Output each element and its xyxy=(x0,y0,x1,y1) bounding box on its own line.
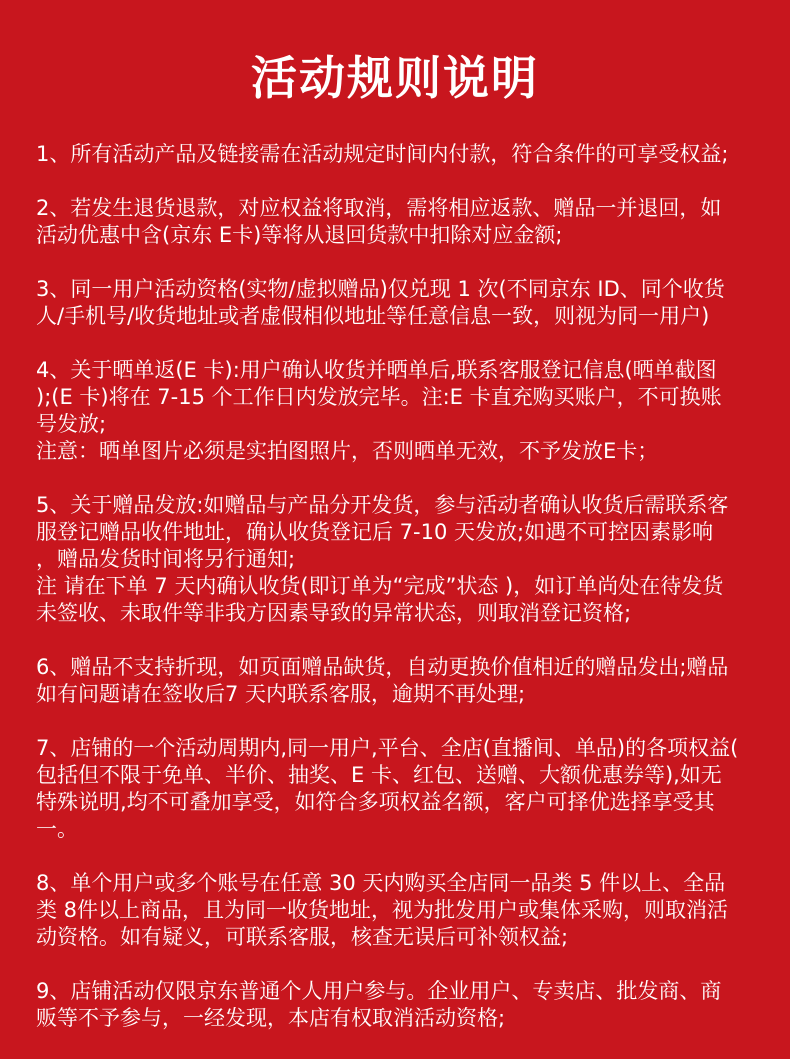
rule-line: 活动优惠中含(京东 E卡)等将从退回货款中扣除对应金额; xyxy=(36,223,563,247)
rule-line: 特殊说明,均不可叠加享受，如符合多项权益名额，客户可择优选择享受其 xyxy=(36,790,715,814)
rule-line: 2、若发生退货退款，对应权益将取消，需将相应返款、赠品一并退回，如 xyxy=(36,196,722,220)
rule-line: 未签收、未取件等非我方因素导致的异常状态，则取消登记资格; xyxy=(36,601,632,625)
rule-line: 注 请在下单 7 天内确认收货(即订单为“完成”状态 )，如订单尚处在待发货 xyxy=(36,574,724,598)
rule-line: 8、单个用户或多个账号在任意 30 天内购买全店同一品类 5 件以上、全品 xyxy=(36,871,726,895)
rule-item-2 xyxy=(36,195,766,249)
rule-line: 服登记赠品收件地址，确认收货登记后 7-10 天发放;如遇不可控因素影响 xyxy=(36,520,714,544)
rule-line: 9、店铺活动仅限京东普通个人用户参与。企业用户、专卖店、批发商、商 xyxy=(36,979,722,1003)
rule-item-1 xyxy=(36,141,766,168)
rule-item-3 xyxy=(36,276,766,330)
rule-line: 号发放; xyxy=(36,412,107,436)
rule-line: 一。 xyxy=(36,817,78,841)
rule-item-7 xyxy=(36,735,766,843)
rule-line: 5、关于赠品发放:如赠品与产品分开发货，参与活动者确认收货后需联系客 xyxy=(36,493,729,517)
rule-line: 包括但不限于免单、半价、抽奖、E 卡、红包、送赠、大额优惠券等),如无 xyxy=(36,763,722,787)
rule-line: 6、赠品不支持折现，如页面赠品缺货，自动更换价值相近的赠品发出;赠品 xyxy=(36,655,729,679)
rule-line: 4、关于晒单返(E 卡):用户确认收货并晒单后,联系客服登记信息(晒单截图 xyxy=(36,358,717,382)
rule-line: 3、同一用户活动资格(实物/虚拟赠品)仅兑现 1 次(不同京东 ID、同个收货 xyxy=(36,277,725,301)
rule-line: );(E 卡)将在 7-15 个工作日内发放完毕。注:E 卡直充购买账户，不可换账 xyxy=(36,385,722,409)
rule-line: 7、店铺的一个活动周期内,同一用户,平台、全店(直播间、单品)的各项权益( xyxy=(36,736,739,760)
rule-item-4 xyxy=(36,357,766,465)
page-title: 活动规则说明 xyxy=(251,51,539,105)
rule-item-5 xyxy=(36,492,766,627)
rule-line: 人/手机号/收货地址或者虚假相似地址等任意信息一致，则视为同一用户) xyxy=(36,304,710,328)
rule-line: 注意：晒单图片必须是实拍图照片，否则晒单无效，不予发放E卡； xyxy=(36,439,659,463)
rule-line: 动资格。如有疑义，可联系客服，核查无误后可补领权益; xyxy=(36,925,569,949)
rule-line: 类 8件以上商品，且为同一收货地址，视为批发用户或集体采购，则取消活 xyxy=(36,898,729,922)
rule-line: 如有问题请在签收后7 天内联系客服，逾期不再处理; xyxy=(36,682,526,706)
rule-item-8 xyxy=(36,870,766,951)
rule-line: ，赠品发货时间将另行通知; xyxy=(36,547,296,571)
rule-line: 1、所有活动产品及链接需在活动规定时间内付款，符合条件的可享受权益; xyxy=(36,142,729,166)
rules-list xyxy=(36,141,766,1059)
rule-item-9 xyxy=(36,978,766,1032)
rule-item-6 xyxy=(36,654,766,708)
rule-line: 贩等不予参与，一经发现，本店有权取消活动资格; xyxy=(36,1006,506,1030)
